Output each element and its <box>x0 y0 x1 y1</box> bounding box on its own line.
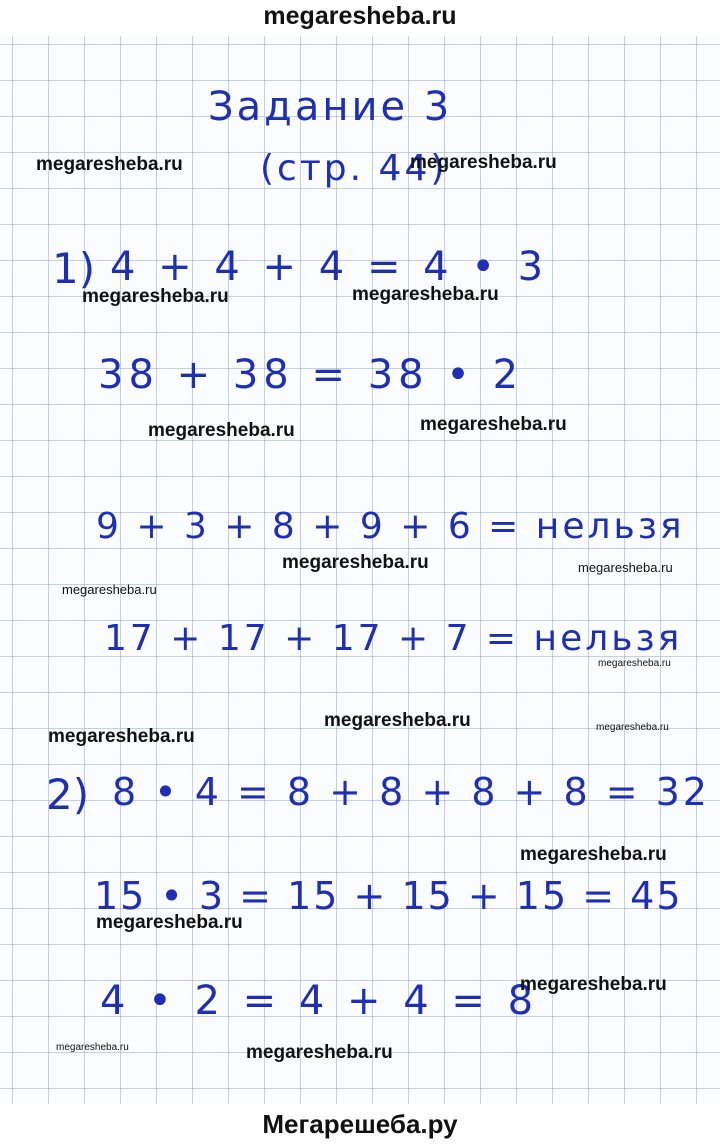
equation-line: 4 + 4 + 4 = 4 • 3 <box>110 244 549 290</box>
watermark: megaresheba.ru <box>246 1042 393 1063</box>
watermark: megaresheba.ru <box>352 284 499 305</box>
equation-line: 17 + 17 + 17 + 7 = нельзя <box>104 618 683 659</box>
page-reference: (стр. 44) <box>260 148 448 189</box>
site-header: megaresheba.ru <box>0 0 720 36</box>
task-title: Задание 3 <box>208 84 453 130</box>
equation-line: 15 • 3 = 15 + 15 + 15 = 45 <box>94 874 683 918</box>
watermark: megaresheba.ru <box>282 552 429 573</box>
watermark: megaresheba.ru <box>324 710 471 731</box>
watermark: megaresheba.ru <box>520 974 667 995</box>
part-1-label: 1) <box>52 244 96 293</box>
site-footer: Мегарешеба.ру <box>0 1104 720 1144</box>
equation-line: 9 + 3 + 8 + 9 + 6 = нельзя <box>96 506 685 547</box>
equation-line: 4 • 2 = 4 + 4 = 8 <box>100 978 539 1024</box>
part-2-label: 2) <box>46 770 90 819</box>
watermark: megaresheba.ru <box>596 722 669 733</box>
watermark: megaresheba.ru <box>420 414 567 435</box>
notebook-page <box>0 36 720 1104</box>
watermark: megaresheba.ru <box>96 912 243 933</box>
watermark: megaresheba.ru <box>520 844 667 865</box>
equation-line: 38 + 38 = 38 • 2 <box>98 352 524 398</box>
equation-line: 8 • 4 = 8 + 8 + 8 + 8 = 32 <box>112 770 710 814</box>
watermark: megaresheba.ru <box>578 560 673 575</box>
watermark: megaresheba.ru <box>82 286 229 307</box>
watermark: megaresheba.ru <box>598 658 671 669</box>
watermark: megaresheba.ru <box>148 420 295 441</box>
watermark: megaresheba.ru <box>48 726 195 747</box>
watermark: megaresheba.ru <box>36 154 183 175</box>
watermark: megaresheba.ru <box>56 1042 129 1053</box>
watermark: megaresheba.ru <box>410 152 557 173</box>
watermark: megaresheba.ru <box>62 582 157 597</box>
